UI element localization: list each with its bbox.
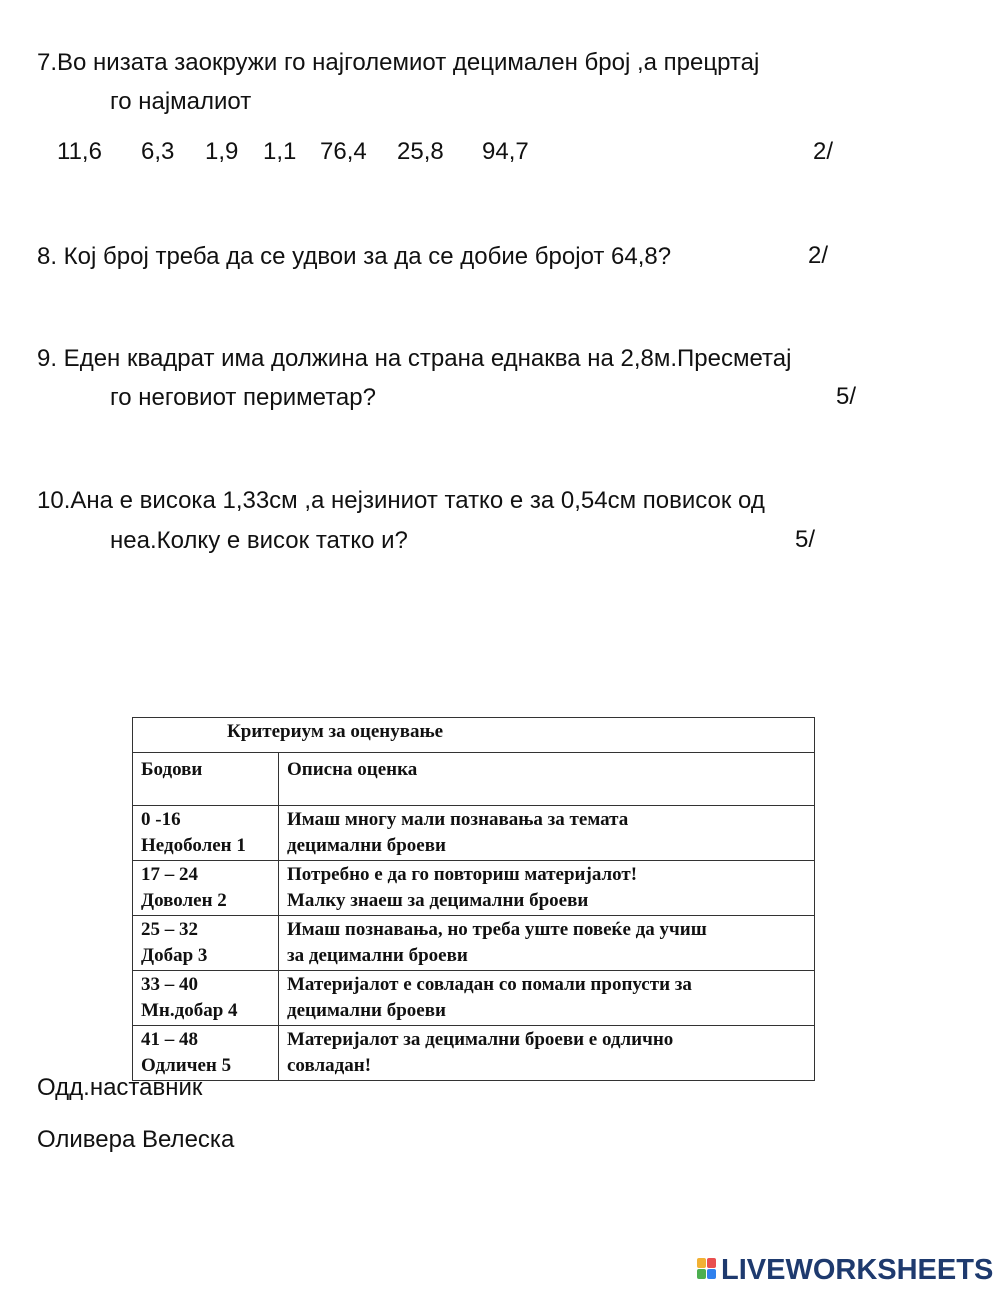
number-item: 1,1: [263, 138, 297, 165]
points-range: 17 – 24: [141, 864, 198, 885]
description-cell: [279, 971, 815, 1026]
description-cell: [279, 861, 815, 916]
points-range: 0 -16: [141, 809, 181, 830]
number-item: 76,4: [320, 138, 367, 165]
description-line: Потребно е да го повториш материјалот!: [287, 864, 638, 885]
teacher-name: Оливера Велеска: [37, 1126, 235, 1153]
points-cell: [133, 971, 279, 1026]
description-line: Материјалот е совладан со помали пропусти за: [287, 974, 692, 995]
question-7-line-1: 7.Во низата заокружи го најголемиот децимален број ,а прецртај: [37, 49, 760, 76]
description-line: Имаш познавања, но треба уште повеќе да учиш: [287, 919, 707, 940]
description-line: Малку знаеш за децимални броеви: [287, 890, 589, 911]
table-row: [133, 861, 815, 916]
question-7-line-2: го најмалиот: [110, 88, 252, 115]
table-row: [133, 971, 815, 1026]
description-cell: [279, 806, 815, 861]
number-item: 94,7: [482, 138, 529, 165]
description-line: децимални броеви: [287, 835, 446, 856]
points-cell: [133, 806, 279, 861]
description-line: децимални броеви: [287, 1000, 446, 1021]
description-cell: [279, 916, 815, 971]
number-item: 6,3: [141, 138, 175, 165]
description-line: за децимални броеви: [287, 945, 468, 966]
grading-criteria-table: [132, 717, 815, 1081]
table-row: [133, 1026, 815, 1081]
liveworksheets-logo-icon: [697, 1258, 717, 1280]
teacher-label: Одд.наставник: [37, 1074, 203, 1101]
question-10-points: 5/: [795, 526, 816, 553]
number-item: 1,9: [205, 138, 239, 165]
description-line: совладан!: [287, 1055, 372, 1076]
table-title-row: [133, 718, 815, 753]
question-10-line-1: 10.Ана е висока 1,33см ,а нејзиниот татко е за 0,54см повисок од: [37, 487, 765, 514]
grade-label: Одличен 5: [141, 1055, 232, 1076]
points-range: 33 – 40: [141, 974, 198, 995]
table-header-row: [133, 753, 815, 806]
question-8-points: 2/: [808, 242, 829, 269]
question-10-line-2: неа.Колку е висок татко и?: [110, 527, 408, 554]
question-8: 8. Кој број треба да се удвои за да се добие бројот 64,8?: [37, 243, 672, 270]
grade-label: Доволен 2: [141, 890, 227, 911]
table-title: Критериум за оценување: [133, 718, 815, 753]
description-line: Имаш многу мали познавања за темата: [287, 809, 629, 830]
question-9-points: 5/: [836, 383, 857, 410]
column-header-description: Описна оценка: [279, 753, 815, 806]
points-cell: [133, 861, 279, 916]
number-sequence: [0, 138, 1000, 170]
column-header-points: Бодови: [133, 753, 279, 806]
number-item: 25,8: [397, 138, 444, 165]
question-9-line-1: 9. Еден квадрат има должина на страна еднаква на 2,8м.Пресметај: [37, 345, 792, 372]
number-item: 11,6: [57, 138, 102, 165]
question-9-line-2: го неговиот периметар?: [110, 384, 376, 411]
grade-label: Добар 3: [141, 945, 208, 966]
description-cell: [279, 1026, 815, 1081]
points-range: 41 – 48: [141, 1029, 198, 1050]
table-row: [133, 916, 815, 971]
question-7-points: 2/: [813, 138, 834, 165]
logo-text: LIVEWORKSHEETS: [721, 1254, 994, 1286]
points-range: 25 – 32: [141, 919, 198, 940]
grade-label: Мн.добар 4: [141, 1000, 238, 1021]
table-row: [133, 806, 815, 861]
points-cell: [133, 916, 279, 971]
grade-label: Недоболен 1: [141, 835, 246, 856]
description-line: Материјалот за децимални броеви е одлично: [287, 1029, 674, 1050]
